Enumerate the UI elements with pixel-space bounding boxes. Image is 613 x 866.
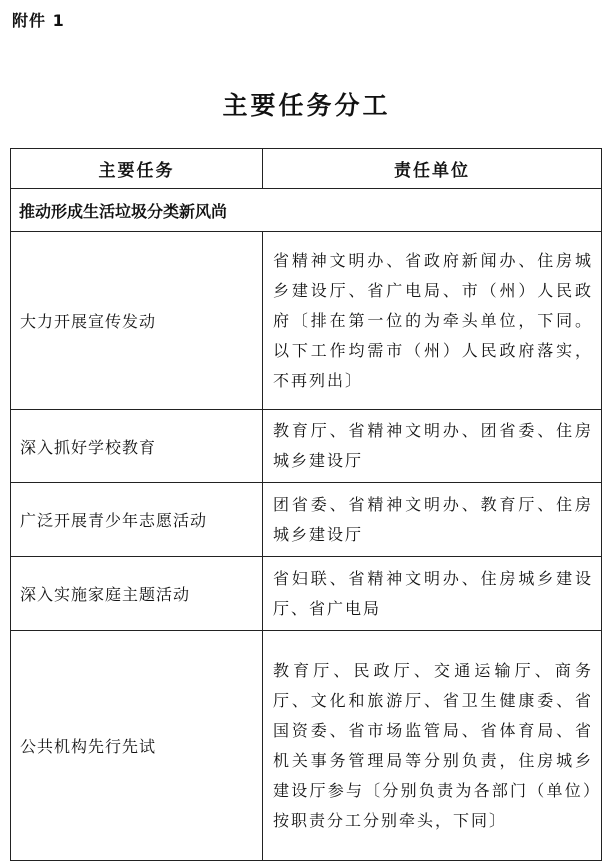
table-row bbox=[11, 631, 602, 861]
table-row bbox=[11, 410, 602, 483]
unit-cell: 教育厅、民政厅、交通运输厅、商务厅、文化和旅游厅、省卫生健康委、省国资委、省市场监管局、省体育局、省机关事务管理局等分别负责，住房城乡建设厅参与〔分别负责为各部门（单位）按职责分工分别牵头，下同〕 bbox=[263, 631, 602, 861]
task-cell: 深入抓好学校教育 bbox=[11, 410, 263, 483]
task-cell: 大力开展宣传发动 bbox=[11, 232, 263, 410]
unit-cell: 省妇联、省精神文明办、住房城乡建设厅、省广电局 bbox=[263, 557, 602, 631]
task-cell: 公共机构先行先试 bbox=[11, 631, 263, 861]
section-row bbox=[11, 189, 602, 232]
table-row bbox=[11, 232, 602, 410]
task-cell: 广泛开展青少年志愿活动 bbox=[11, 483, 263, 557]
task-table bbox=[10, 148, 602, 861]
attachment-label: 附件 1 bbox=[12, 11, 65, 30]
table-header-row bbox=[11, 149, 602, 189]
unit-cell: 省精神文明办、省政府新闻办、住房城乡建设厅、省广电局、市（州）人民政府〔排在第一位的为牵头单位，下同。以下工作均需市（州）人民政府落实，不再列出〕 bbox=[263, 232, 602, 410]
header-task: 主要任务 bbox=[11, 149, 263, 189]
table-row bbox=[11, 483, 602, 557]
unit-cell: 团省委、省精神文明办、教育厅、住房城乡建设厅 bbox=[263, 483, 602, 557]
task-cell: 深入实施家庭主题活动 bbox=[11, 557, 263, 631]
unit-cell: 教育厅、省精神文明办、团省委、住房城乡建设厅 bbox=[263, 410, 602, 483]
document-title: 主要任务分工 bbox=[222, 91, 391, 120]
header-unit: 责任单位 bbox=[263, 149, 602, 189]
section-title: 推动形成生活垃圾分类新风尚 bbox=[11, 189, 602, 232]
table-row bbox=[11, 557, 602, 631]
